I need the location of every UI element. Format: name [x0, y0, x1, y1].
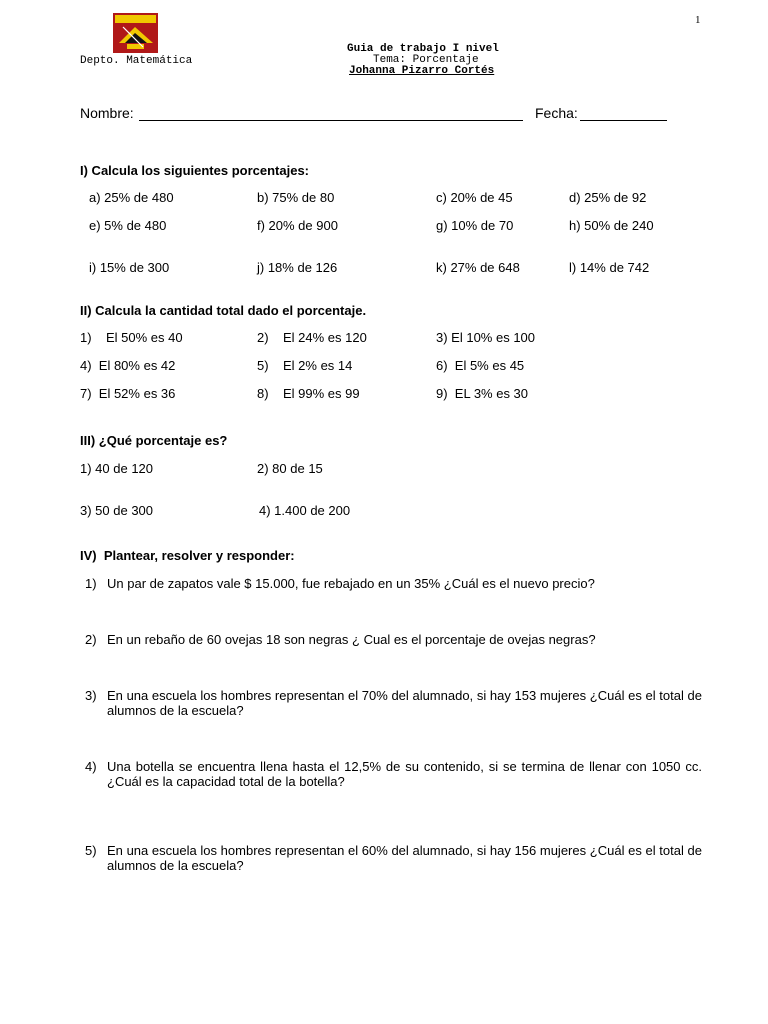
problem-number: 3)	[85, 688, 97, 703]
exercise-item: e) 5% de 480	[89, 218, 167, 233]
exercise-item: 4) 1.400 de 200	[259, 503, 351, 518]
problem-number: 5)	[85, 843, 97, 858]
exercise-item: 7) El 52% es 36	[80, 386, 176, 401]
exercise-item: 1) 40 de 120	[80, 461, 154, 476]
department: Depto. Matemática	[80, 55, 193, 67]
exercise-item: 4) El 80% es 42	[80, 358, 176, 373]
exercise-item: 2) El 24% es 120	[257, 330, 367, 345]
date-field[interactable]	[580, 120, 667, 121]
problem-text: En una escuela los hombres representan el 60% del alumnado, si hay 156 mujeres ¿Cuál es el total de alumnos de la escuela?	[107, 843, 702, 873]
section-3-title: III) ¿Qué porcentaje es?	[80, 433, 228, 448]
exercise-item: 9) EL 3% es 30	[436, 386, 529, 401]
exercise-item: 1) El 50% es 40	[80, 330, 183, 345]
problem-number: 4)	[85, 759, 97, 774]
exercise-item: f) 20% de 900	[257, 218, 338, 233]
section-1-title: I) Calcula los siguientes porcentajes:	[80, 163, 310, 178]
school-logo	[113, 13, 158, 53]
exercise-item: d) 25% de 92	[569, 190, 647, 205]
problem-text: Un par de zapatos vale $ 15.000, fue rebajado en un 35% ¿Cuál es el nuevo precio?	[107, 576, 595, 591]
name-field[interactable]	[139, 120, 523, 121]
page-number: 1	[695, 14, 701, 26]
exercise-item: 2) 80 de 15	[257, 461, 323, 476]
problem-number: 1)	[85, 576, 97, 591]
problem-text: En un rebaño de 60 ovejas 18 son negras ¿ Cual es el porcentaje de ovejas negras?	[107, 632, 596, 647]
exercise-item: j) 18% de 126	[257, 260, 338, 275]
worksheet-title: Guia de trabajo I nivel	[347, 43, 499, 55]
section-2-title: II) Calcula la cantidad total dado el porcentaje.	[80, 303, 367, 318]
exercise-item: 6) El 5% es 45	[436, 358, 525, 373]
exercise-item: i) 15% de 300	[89, 260, 170, 275]
exercise-item: h) 50% de 240	[569, 218, 654, 233]
section-4-title: IV) Plantear, resolver y responder:	[80, 548, 295, 563]
worksheet-topic: Tema: Porcentaje	[373, 54, 479, 66]
exercise-item: b) 75% de 80	[257, 190, 335, 205]
exercise-item: 3) El 10% es 100	[436, 330, 536, 345]
problem-text: Una botella se encuentra llena hasta el 12,5% de su contenido, si se termina de llenar con 1050 cc. ¿Cuál es la capacidad total de la botella?	[107, 759, 702, 789]
name-label: Nombre:	[80, 105, 134, 121]
date-label: Fecha:	[535, 105, 578, 121]
exercise-item: 5) El 2% es 14	[257, 358, 353, 373]
problem-text: En una escuela los hombres representan el 70% del alumnado, si hay 153 mujeres ¿Cuál es el total de alumnos de la escuela?	[107, 688, 702, 718]
exercise-item: g) 10% de 70	[436, 218, 514, 233]
exercise-item: l) 14% de 742	[569, 260, 650, 275]
problem-number: 2)	[85, 632, 97, 647]
exercise-item: k) 27% de 648	[436, 260, 520, 275]
exercise-item: c) 20% de 45	[436, 190, 513, 205]
exercise-item: a) 25% de 480	[89, 190, 174, 205]
author: Johanna Pizarro Cortés	[349, 65, 495, 77]
exercise-item: 3) 50 de 300	[80, 503, 154, 518]
exercise-item: 8) El 99% es 99	[257, 386, 360, 401]
